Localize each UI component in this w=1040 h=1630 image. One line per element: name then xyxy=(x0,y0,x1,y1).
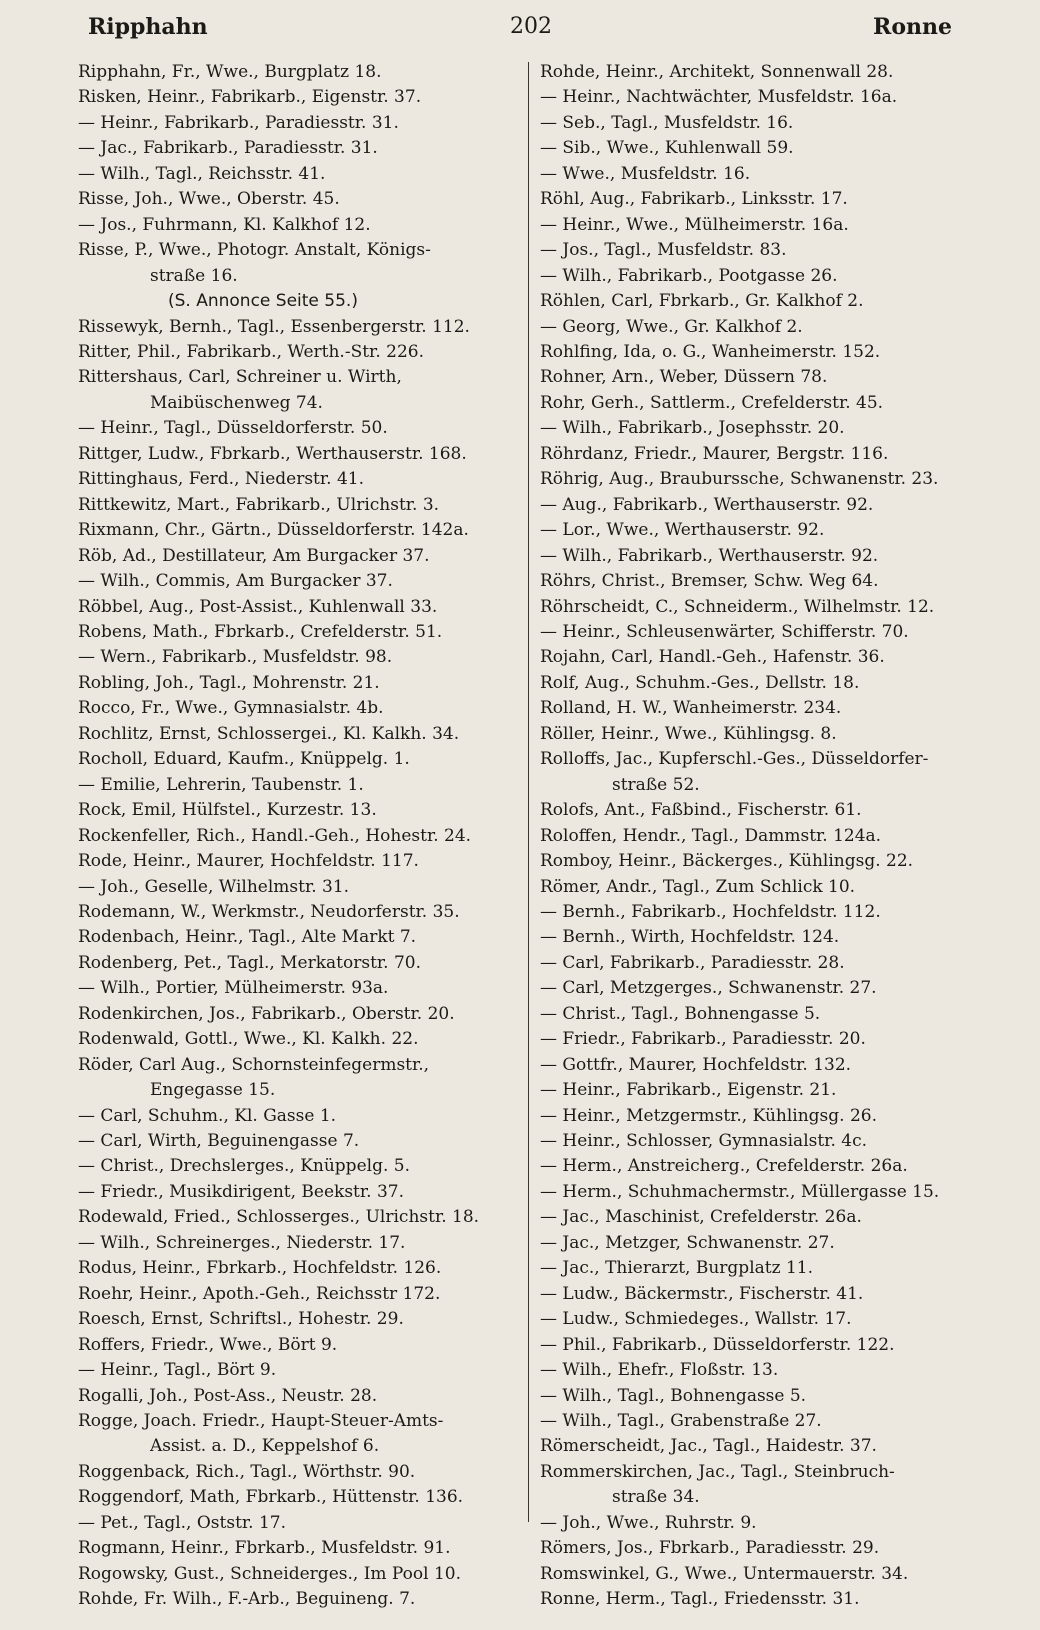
entry-continuation: straße 16. xyxy=(150,265,238,286)
right-column xyxy=(540,60,980,1613)
directory-entry: — Heinr., Tagl., Bört 9. xyxy=(78,1360,277,1381)
directory-entry: — Wilh., Schreinerges., Niederstr. 17. xyxy=(78,1232,406,1253)
directory-entry: — Carl, Wirth, Beguinengasse 7. xyxy=(78,1131,360,1152)
directory-entry: Ritter, Phil., Fabrikarb., Werth.-Str. 226. xyxy=(78,341,424,362)
directory-entry: — Georg, Wwe., Gr. Kalkhof 2. xyxy=(540,316,803,337)
directory-entry: Ripphahn, Fr., Wwe., Burgplatz 18. xyxy=(78,62,382,82)
directory-entry: — Christ., Drechslerges., Knüppelg. 5. xyxy=(78,1156,410,1177)
directory-entry: — Wern., Fabrikarb., Musfeldstr. 98. xyxy=(78,647,393,668)
directory-entry: — Wilh., Fabrikarb., Pootgasse 26. xyxy=(540,265,838,286)
directory-entry: — Joh., Geselle, Wilhelmstr. 31. xyxy=(78,876,350,897)
directory-entry: Rohner, Arn., Weber, Düssern 78. xyxy=(540,367,828,388)
entry-continuation: straße 52. xyxy=(612,774,700,795)
directory-entry: Rohde, Fr. Wilh., F.-Arb., Beguineng. 7. xyxy=(78,1589,416,1610)
directory-entry: Rolloffs, Jac., Kupferschl.-Ges., Düsseldorfer- xyxy=(540,749,929,770)
directory-entry: Rochlitz, Ernst, Schlossergei., Kl. Kalkh. 34. xyxy=(78,723,460,744)
directory-entry: Roggenback, Rich., Tagl., Wörthstr. 90. xyxy=(78,1461,416,1482)
directory-entry: Röller, Heinr., Wwe., Kühlingsg. 8. xyxy=(540,723,837,744)
directory-entry: Risse, Joh., Wwe., Oberstr. 45. xyxy=(78,189,340,210)
directory-entry: — Wilh., Tagl., Bohnengasse 5. xyxy=(540,1385,807,1406)
directory-entry: Roloffen, Hendr., Tagl., Dammstr. 124a. xyxy=(540,825,882,846)
directory-entry: Roggendorf, Math, Fbrkarb., Hüttenstr. 136. xyxy=(78,1487,464,1508)
directory-entry: — Jac., Thierarzt, Burgplatz 11. xyxy=(540,1258,813,1279)
directory-entry: — Wilh., Ehefr., Floßstr. 13. xyxy=(540,1360,779,1381)
directory-entry: — Wilh., Commis, Am Burgacker 37. xyxy=(78,571,393,592)
directory-entry: Robling, Joh., Tagl., Mohrenstr. 21. xyxy=(78,672,380,693)
directory-entry: — Wilh., Tagl., Reichsstr. 41. xyxy=(78,163,326,184)
directory-entry: — Carl, Schuhm., Kl. Gasse 1. xyxy=(78,1105,337,1126)
entry-continuation: Engegasse 15. xyxy=(150,1080,276,1101)
directory-entry: Rocholl, Eduard, Kaufm., Knüppelg. 1. xyxy=(78,749,410,770)
directory-entry: Robens, Math., Fbrkarb., Crefelderstr. 51. xyxy=(78,621,443,642)
directory-entry: Rittkewitz, Mart., Fabrikarb., Ulrichstr. 3. xyxy=(78,494,440,515)
directory-entry: Rohlfing, Ida, o. G., Wanheimerstr. 152. xyxy=(540,341,881,362)
directory-entry: — Friedr., Musikdirigent, Beekstr. 37. xyxy=(78,1181,404,1202)
directory-entry: Rogge, Joach. Friedr., Haupt-Steuer-Amts- xyxy=(78,1411,444,1432)
directory-entry: Rommerskirchen, Jac., Tagl., Steinbruch- xyxy=(540,1461,895,1482)
directory-entry: Roffers, Friedr., Wwe., Bört 9. xyxy=(78,1334,338,1355)
directory-entry: — Bernh., Fabrikarb., Hochfeldstr. 112. xyxy=(540,901,881,922)
directory-entry: — Wilh., Tagl., Grabenstraße 27. xyxy=(540,1411,822,1432)
directory-entry: Röhrig, Aug., Brauburssche, Schwanenstr. 23. xyxy=(540,469,939,490)
directory-entry: — Herm., Schuhmachermstr., Müllergasse 15. xyxy=(540,1181,940,1202)
directory-entry: Rittershaus, Carl, Schreiner u. Wirth, xyxy=(78,367,402,388)
directory-entry: Römerscheidt, Jac., Tagl., Haidestr. 37. xyxy=(540,1436,877,1457)
directory-entry: — Heinr., Tagl., Düsseldorferstr. 50. xyxy=(78,418,388,439)
directory-entry: Römers, Jos., Fbrkarb., Paradiesstr. 29. xyxy=(540,1538,880,1559)
directory-entry: Rohde, Heinr., Architekt, Sonnenwall 28. xyxy=(540,62,894,82)
directory-entry: Rode, Heinr., Maurer, Hochfeldstr. 117. xyxy=(78,851,419,872)
directory-entry: Rojahn, Carl, Handl.-Geh., Hafenstr. 36. xyxy=(540,647,885,668)
directory-entry: — Herm., Anstreicherg., Crefelderstr. 26a. xyxy=(540,1156,908,1177)
directory-entry: — Carl, Metzgerges., Schwanenstr. 27. xyxy=(540,978,877,999)
directory-entry: — Aug., Fabrikarb., Werthauserstr. 92. xyxy=(540,494,874,515)
directory-entry: — Heinr., Wwe., Mülheimerstr. 16a. xyxy=(540,214,849,235)
directory-entry: — Seb., Tagl., Musfeldstr. 16. xyxy=(540,112,794,133)
directory-entry: — Bernh., Wirth, Hochfeldstr. 124. xyxy=(540,927,840,948)
left-column xyxy=(78,60,518,1613)
directory-entry: Rodewald, Fried., Schlosserges., Ulrichstr. 18. xyxy=(78,1207,480,1228)
directory-entry: — Heinr., Fabrikarb., Paradiesstr. 31. xyxy=(78,112,399,133)
directory-entry: — Jac., Fabrikarb., Paradiesstr. 31. xyxy=(78,138,378,159)
entry-continuation: Assist. a. D., Keppelshof 6. xyxy=(150,1436,380,1457)
directory-entry: Ronne, Herm., Tagl., Friedensstr. 31. xyxy=(540,1589,860,1610)
directory-entry: — Jac., Maschinist, Crefelderstr. 26a. xyxy=(540,1207,862,1228)
directory-entry: Risken, Heinr., Fabrikarb., Eigenstr. 37. xyxy=(78,87,422,108)
page-header xyxy=(70,10,970,46)
directory-entry: — Friedr., Fabrikarb., Paradiesstr. 20. xyxy=(540,1029,866,1050)
directory-entry: — Wwe., Musfeldstr. 16. xyxy=(540,163,751,184)
directory-entry: Risse, P., Wwe., Photogr. Anstalt, Königs- xyxy=(78,240,431,261)
directory-entry: — Phil., Fabrikarb., Düsseldorferstr. 122. xyxy=(540,1334,895,1355)
annonce-note: (S. Annonce Seite 55.) xyxy=(168,291,358,312)
page-number: 202 xyxy=(510,14,552,39)
directory-entry: — Sib., Wwe., Kuhlenwall 59. xyxy=(540,138,794,159)
directory-entry: Rogowsky, Gust., Schneiderges., Im Pool 10. xyxy=(78,1563,462,1584)
directory-entry: Rissewyk, Bernh., Tagl., Essenbergerstr. 112. xyxy=(78,316,470,337)
directory-entry: — Wilh., Portier, Mülheimerstr. 93a. xyxy=(78,978,389,999)
directory-entry: Rixmann, Chr., Gärtn., Düsseldorferstr. 142a. xyxy=(78,520,469,541)
header-right-keyword: Ronne xyxy=(873,14,952,40)
directory-entry: Romboy, Heinr., Bäckerges., Kühlingsg. 22. xyxy=(540,851,914,872)
directory-entry: Rolland, H. W., Wanheimerstr. 234. xyxy=(540,698,842,719)
directory-entry: — Pet., Tagl., Oststr. 17. xyxy=(78,1512,287,1533)
directory-entry: Röhlen, Carl, Fbrkarb., Gr. Kalkhof 2. xyxy=(540,291,864,312)
directory-entry: Röhrs, Christ., Bremser, Schw. Weg 64. xyxy=(540,571,879,592)
directory-entry: — Ludw., Schmiedeges., Wallstr. 17. xyxy=(540,1309,852,1330)
directory-entry: — Lor., Wwe., Werthauserstr. 92. xyxy=(540,520,825,541)
directory-entry: Rock, Emil, Hülfstel., Kurzestr. 13. xyxy=(78,800,377,821)
directory-entry: — Christ., Tagl., Bohnengasse 5. xyxy=(540,1003,821,1024)
directory-entry: — Heinr., Schleusenwärter, Schifferstr. 70. xyxy=(540,621,909,642)
directory-entry: Rolofs, Ant., Faßbind., Fischerstr. 61. xyxy=(540,800,862,821)
directory-entry: Romswinkel, G., Wwe., Untermauerstr. 34. xyxy=(540,1563,909,1584)
directory-entry: Rogalli, Joh., Post-Ass., Neustr. 28. xyxy=(78,1385,378,1406)
directory-entry: — Heinr., Metzgermstr., Kühlingsg. 26. xyxy=(540,1105,877,1126)
directory-entry: — Wilh., Fabrikarb., Werthauserstr. 92. xyxy=(540,545,879,566)
directory-entry: Röhrdanz, Friedr., Maurer, Bergstr. 116. xyxy=(540,443,889,464)
directory-entry: — Jos., Fuhrmann, Kl. Kalkhof 12. xyxy=(78,214,371,235)
directory-entry: Roesch, Ernst, Schriftsl., Hohestr. 29. xyxy=(78,1309,404,1330)
directory-entry: Rodemann, W., Werkmstr., Neudorferstr. 35. xyxy=(78,901,460,922)
entry-continuation: Maibüschenweg 74. xyxy=(150,392,323,413)
directory-entry: Rodenberg, Pet., Tagl., Merkatorstr. 70. xyxy=(78,952,422,973)
directory-entry: — Carl, Fabrikarb., Paradiesstr. 28. xyxy=(540,952,845,973)
directory-entry: Rodus, Heinr., Fbrkarb., Hochfeldstr. 126. xyxy=(78,1258,442,1279)
directory-entry: — Jos., Tagl., Musfeldstr. 83. xyxy=(540,240,787,261)
directory-entry: Rittinghaus, Ferd., Niederstr. 41. xyxy=(78,469,364,490)
directory-entry: Röb, Ad., Destillateur, Am Burgacker 37. xyxy=(78,545,430,566)
directory-entry: Röbbel, Aug., Post-Assist., Kuhlenwall 33. xyxy=(78,596,438,617)
directory-entry: — Heinr., Fabrikarb., Eigenstr. 21. xyxy=(540,1080,837,1101)
directory-entry: Rogmann, Heinr., Fbrkarb., Musfeldstr. 91. xyxy=(78,1538,451,1559)
directory-entry: Römer, Andr., Tagl., Zum Schlick 10. xyxy=(540,876,856,897)
directory-entry: Rolf, Aug., Schuhm.-Ges., Dellstr. 18. xyxy=(540,672,860,693)
directory-entry: — Wilh., Fabrikarb., Josephsstr. 20. xyxy=(540,418,845,439)
directory-entry: Rockenfeller, Rich., Handl.-Geh., Hohestr. 24. xyxy=(78,825,472,846)
directory-entry: — Gottfr., Maurer, Hochfeldstr. 132. xyxy=(540,1054,852,1075)
directory-entry: — Emilie, Lehrerin, Taubenstr. 1. xyxy=(78,774,364,795)
directory-entry: — Ludw., Bäckermstr., Fischerstr. 41. xyxy=(540,1283,864,1304)
column-divider xyxy=(528,62,529,1522)
directory-entry: Rittger, Ludw., Fbrkarb., Werthauserstr. 168. xyxy=(78,443,467,464)
directory-entry: — Heinr., Schlosser, Gymnasialstr. 4c. xyxy=(540,1131,867,1152)
entry-continuation: straße 34. xyxy=(612,1487,700,1508)
directory-entry: Rodenbach, Heinr., Tagl., Alte Markt 7. xyxy=(78,927,417,948)
directory-entry: — Joh., Wwe., Ruhrstr. 9. xyxy=(540,1512,757,1533)
directory-entry: Röder, Carl Aug., Schornsteinfegermstr., xyxy=(78,1054,430,1075)
directory-entry: Rocco, Fr., Wwe., Gymnasialstr. 4b. xyxy=(78,698,384,719)
directory-entry: — Heinr., Nachtwächter, Musfeldstr. 16a. xyxy=(540,87,898,108)
directory-entry: — Jac., Metzger, Schwanenstr. 27. xyxy=(540,1232,835,1253)
directory-entry: Rohr, Gerh., Sattlerm., Crefelderstr. 45. xyxy=(540,392,884,413)
directory-entry: Röhl, Aug., Fabrikarb., Linksstr. 17. xyxy=(540,189,848,210)
directory-entry: Rodenwald, Gottl., Wwe., Kl. Kalkh. 22. xyxy=(78,1029,419,1050)
directory-entry: Roehr, Heinr., Apoth.-Geh., Reichsstr 172. xyxy=(78,1283,441,1304)
directory-entry: Rodenkirchen, Jos., Fabrikarb., Oberstr. 20. xyxy=(78,1003,455,1024)
directory-entry: Röhrscheidt, C., Schneiderm., Wilhelmstr. 12. xyxy=(540,596,935,617)
header-left-keyword: Ripphahn xyxy=(88,14,208,40)
